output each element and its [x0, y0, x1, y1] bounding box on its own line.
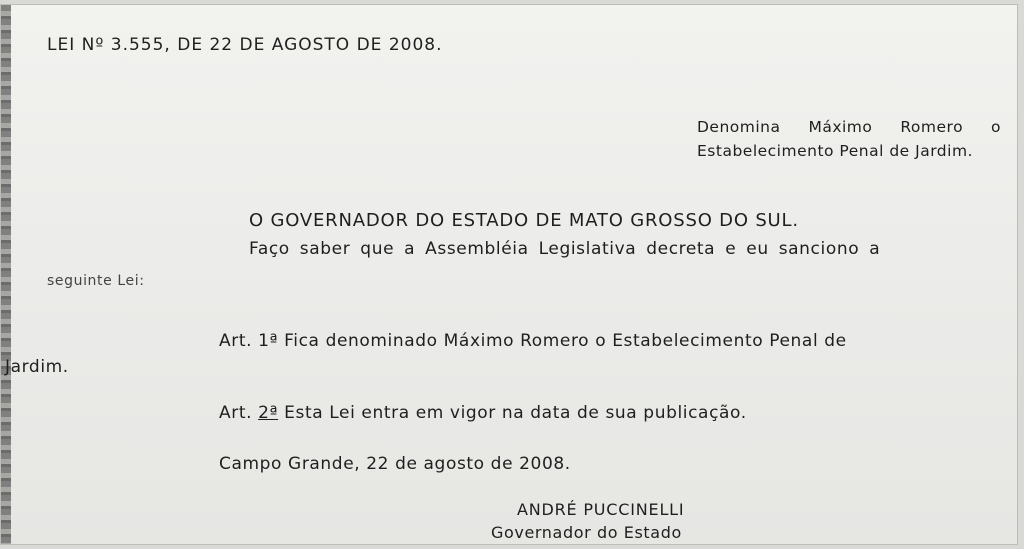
law-ementa: Denomina Máximo Romero o Estabelecimento Penal de Jardim. — [697, 117, 1001, 160]
article-2-number: 2ª — [258, 403, 279, 423]
decree-line-1: Faço saber que a Assembléia Legislativa decreta e eu sanciono a — [249, 239, 881, 259]
article-1-text-line-1: Fica denominado Máximo Romero o Estabelecimento Penal de — [284, 331, 847, 351]
place-and-date: Campo Grande, 22 de agosto de 2008. — [219, 454, 571, 474]
article-1 — [219, 331, 847, 351]
signer-name: ANDRÉ PUCCINELLI — [517, 500, 685, 519]
article-1-label: Art. 1ª — [219, 331, 279, 351]
article-2 — [219, 403, 747, 423]
decree-line-2: seguinte Lei: — [47, 273, 145, 289]
article-1-text-line-2: Jardim. — [5, 357, 69, 377]
scanned-page-edge — [1, 5, 11, 544]
law-title: LEI Nº 3.555, DE 22 DE AGOSTO DE 2008. — [47, 35, 443, 55]
law-document-page — [0, 4, 1018, 545]
article-2-label-prefix: Art. — [219, 403, 253, 423]
article-2-text: Esta Lei entra em vigor na data de sua publicação. — [284, 403, 747, 423]
signer-title: Governador do Estado — [491, 523, 682, 542]
governor-heading: O GOVERNADOR DO ESTADO DE MATO GROSSO DO SUL. — [249, 210, 799, 231]
